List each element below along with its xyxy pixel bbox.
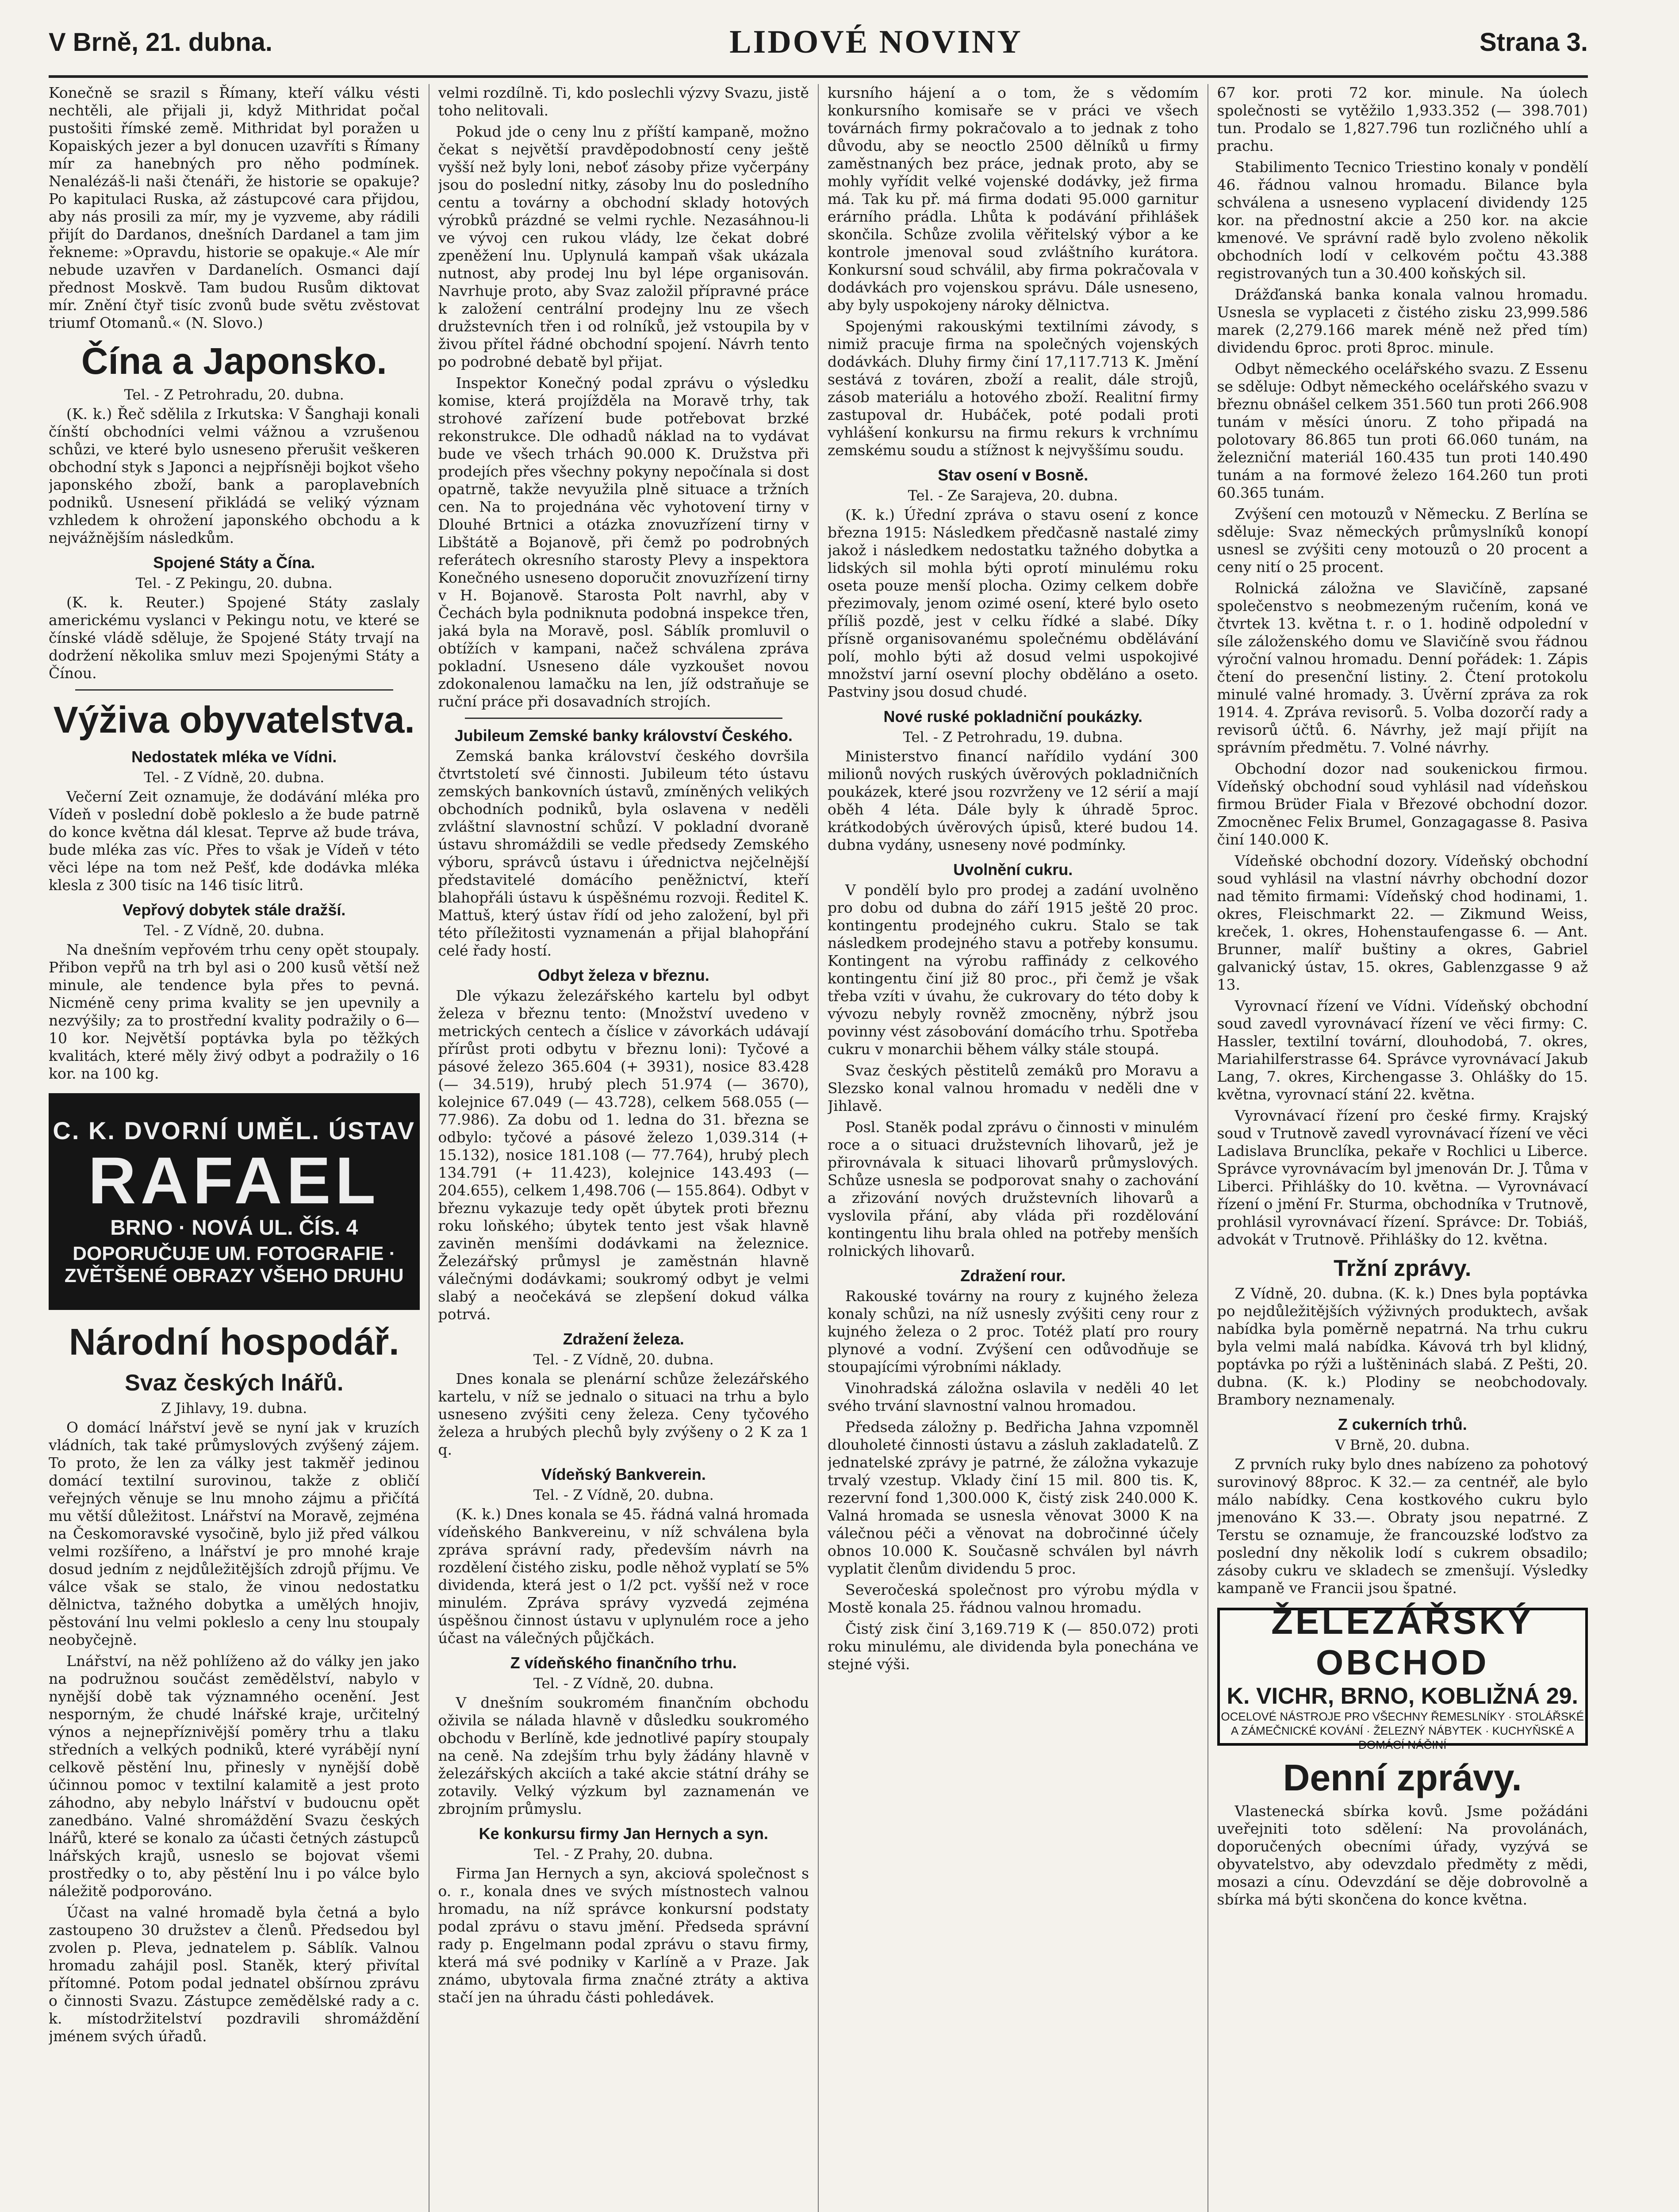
article-text: Spojenými rakouskými textilními závody, s nimiž pracuje firma na společných vojenských dodávkách. Dluhy firmy činí 17,117.713 K. Jmění sestává z továren, zboží a realit, dále strojů, zásob materiálu a hotového zboží. Realitní firmy zastupoval dr. Hubáček, poté podali proti vyhlášení konkursu na firmu rekurs k vrchnímu zemskému soudu a stížnost k nejvyššímu soudu. (828, 318, 1199, 459)
article-text: Obchodní dozor nad soukenickou firmou. Vídeňský obchodní soud vyhlásil nad vídeňskou firmou Brüder Fiala v Březové obchodní dozor. Zmocněnec Felix Brumel, Gonzagagasse 8. Pasiva činí 140.000 K. (1217, 760, 1588, 848)
article-text: Rakouské továrny na roury z kujného železa konaly schůzi, na níž usnesly zvýšiti ceny rour z kujného železa o 2 proc. Totéž platí pro roury plynové a vodní. Zvýšení cen odůvodňuje se stoupajícími výrobními náklady. (828, 1287, 1199, 1375)
advertisement-vichr (1217, 1602, 1588, 1751)
article-text: Vyrovnávací řízení pro české firmy. Krajský soud v Trutnově zavedl vyrovnávací řízení ve věci Ladislava Brunclíka, pekaře v Rochlici u Liberce. Správce vyrovnávacím byl jmenován Dr. J. Tůma v Liberci. Přihlášky do 10. května. — Vyrovnávací řízení o jmění Fr. Sturma, obchodníka v Trutnově, prohlásil vyrovnávací řízení. Správce: Dr. Tobiáš, advokát v Trutnově. Přihlášky do 12. května. (1217, 1107, 1588, 1248)
advertisement-rafael (49, 1093, 420, 1310)
article-text: Odbyt německého ocelářského svazu. Z Essenu se sděluje: Odbyt německého ocelářského svazu v březnu obnášel celkem 351.560 tun proti 266.908 tunám v měsíci únoru. Z toho připadá na polotovary 86.865 tun proti 66.060 tunám, na železniční materiál 160.435 tun proti 140.490 tunám a na formové železo 164.260 tun proti 60.365 tunám. (1217, 360, 1588, 501)
masthead (49, 9, 1588, 78)
headline-veprovy: Vepřový dobytek stále dražší. (123, 901, 346, 919)
headline-uvolneni-cukru: Uvolnění cukru. (953, 860, 1073, 879)
ad-line: ŽELEZÁŘSKÝ OBCHOD (1271, 1602, 1534, 1682)
dateline: Tel. - Z Petrohradu, 19. dubna. (903, 729, 1123, 745)
article-text: Pokud jde o ceny lnu z příští kampaně, možno čekat s největší pravděpodobností ceny ještě vyšší než byly loni, neboť zásoby přize vyčerpány jsou do poslední nitky, zásoby lnu do posledního centu a továrny a obchodní sklady hotových výrobků prázdné se velmi rychle. Nezasáhnou-li ve vývoj cen rukou vlády, lze čekat dobré zpeněžení lnu. Uplynulá kampaň však ukázala nutnost, aby prodej lnu byl lépe organisován. Navrhuje proto, aby Svaz založil přípravné práce k založení centrální prodejny lnu ze všech družstevních třen i od rolníků, jež vstoupila by v živou přítel řádné obchodní spojení. Návrh tento po podrobné debatě byl přijat. (438, 123, 809, 370)
article-text: Lnářství, na něž pohlíženo až do války jen jako na podružnou součást zemědělství, nabylo v nynější době tak významného ocenění. Jest nesporným, že chudé lnářské kraje, určitelný výnos a nejnepříznivější poměry trhu a tlaku středních a velkých podniků, které vyrábějí nyní celkově pěstění lnu, přinesly v nynější době účinnou pomoc v textilní kalamitě a jest proto záhodno, aby nebylo lnářství v budoucnu opět zanedbáno. Valné shromáždění Svazu českých lnářů, které se konalo za účasti četných zástupců lnářských krajů, usneslo se bojovat všemi prostředky o to, aby pěstění lnu i po válce bylo náležitě podporováno. (49, 1652, 420, 1900)
divider (75, 689, 393, 691)
article-text: kursního hájení a o tom, že s vědomím konkursního komisaře se v práci ve všech továrnách firmy pokračovalo a to jednak z toho důvodu, aby se neoctlo 2500 dělníků u firmy zaměstnaných bez práce, jednak proto, aby se mohly vyřídit velké vojenské dodávky, jež firma má. Tak ku př. má firma dodati 95.000 garnitur erárního prádla. Lhůta k podávání přihlášek skončila. Schůze zvolila věřitelský výbor a ke kontrole jmenoval soud zvláštního kurátora. Konkursní soud schválil, aby firma pokračovala v dodávkách pro vojenskou správu. Dále usneseno, aby byly uspokojeny nároky dělnictva. (828, 84, 1199, 314)
article-text: Posl. Staněk podal zprávu o činnosti v minulém roce a o situaci družstevních lihovarů, jež je přirovnávala k situaci lihovarů průmyslových. Schůze usnesla se podporovat snahy o zachování a zřizování nových družstevních lihovarů a vyslovila přání, aby vláda při rozdělování kontingentu lihu brala ohled na potřeby menších rolnických lihovarů. (828, 1118, 1199, 1260)
column-3 (828, 84, 1208, 2212)
newspaper-title: LIDOVÉ NOVINY (729, 23, 1023, 60)
headline-bankverein: Vídeňský Bankverein. (541, 1465, 706, 1483)
article-text: Konečně se srazil s Římany, kteří válku vésti nechtěli, ale přijali ji, když Mithridat počal pustošiti římské země. Mithridat byl poražen u Kopaiských jezer a byl donucen uzavříti s Římany mír za hanebných pro něho podmínek. Nenalézáš-li naši čtenáři, že historie se opakuje? Po kapitulaci Ruska, až zástupcové cara přijdou, aby nás prosili za mír, my je vyzveme, aby rádili přijít do Dardanos, dnešních Dardanel a tam jim řekneme: »Opravdu, historie se opakuje.« Ale mír nebude uzavřen v Dardanelích. Osmanci dají přednost Moskvě. Tam budou Rusům diktovat mír. Znění čtyř tisíc zvonů bude světu zvěstovat triumf Otomanů.« (N. Slovo.) (49, 84, 420, 331)
headline-odbyt-zeleza: Odbyt železa v březnu. (537, 966, 709, 984)
headline-cukerni-trhy: Z cukerních trhů. (1338, 1415, 1467, 1433)
dateline: Tel. - Z Petrohradu, 20. dubna. (124, 386, 344, 403)
headline-financni-trh: Z vídeňského finančního trhu. (510, 1654, 737, 1672)
headline-zdrazeni-zeleza: Zdražení železa. (563, 1330, 684, 1348)
section-heading-vyziva: Výživa obyvatelstva. (53, 699, 415, 741)
section-heading-denni-zpravy: Denní zprávy. (1283, 1757, 1522, 1798)
article-text: V pondělí bylo pro prodej a zadání uvolněno pro dobu od dubna do září 1915 ještě 20 proc. kontingentu prodejného cukru. Stalo se tak následkem prodejného stavu a potřeby konsumu. Kontingent na výrobu raffinády z celkového kontingentu činí již 80 proc., při čemž je však třeba vzíti v úvahu, že cukrovary do této doby k vývozu nebyly rovněž zmocněny, nýbrž jsou povinny vést zásobování domácího trhu. Spotřeba cukru v monarchii během války stále stoupá. (828, 881, 1199, 1058)
dateline: Tel. - Z Vídně, 20. dubna. (144, 922, 325, 939)
column-1 (49, 84, 429, 2212)
issue-date: V Brně, 21. dubna. (49, 27, 272, 57)
section-heading-narodni-hospodar: Národní hospodář. (69, 1321, 399, 1363)
article-text: (K. k.) Řeč sdělila z Irkutska: V Šanghaji konali čínští obchodníci velmi vážnou a vzrušenou schůzi, ve které bylo usneseno přerušit veškeren obchodní styk s Japonci a nejpřísněji bojkot všeho japonského zboží, bank a paroplavebních podniků. Usnesení přikládá se veliký význam vzhledem k ohrožení japonského obchodu a k nejvážnějším následkům. (49, 405, 420, 546)
ad-logo-text: RAFAEL (88, 1143, 380, 1217)
dateline: V Brně, 20. dubna. (1335, 1436, 1470, 1453)
ad-line: K. VICHR, BRNO, KOBLIŽNÁ 29. (1227, 1683, 1578, 1709)
article-lead-pestitele: Svaz českých pěstitelů zemáků pro Moravu a Slezsko konal valnou hromadu v neděli dne v Jihlavě. (828, 1062, 1199, 1114)
headline-poukazky: Nové ruské pokladniční poukázky. (883, 707, 1142, 726)
column-4 (1217, 84, 1588, 2212)
headline-osev-bosna: Stav osení v Bosně. (938, 466, 1089, 484)
article-text: Účast na valné hromadě byla četná a bylo zastoupeno 30 družstev a členů. Předsedou byl zvolen p. Pleva, jednatelem p. Sáblík. Valnou hromadu zahájil posl. Staněk, který přivítal přítomné. Potom podal jednatel obšírnou zprávu o činnosti Svazu. Zástupce zemědělské rady a c. k. místodržitelství pozdravili shromáždění jménem svých úřadů. (49, 1904, 420, 2045)
headline-svaz-lnaru: Svaz českých lnářů. (125, 1370, 344, 1396)
ad-line: DOPORUČUJE UM. FOTOGRAFIE · ZVĚTŠENÉ OBRAZY VŠEHO DRUHU (64, 1243, 404, 1286)
dateline: Tel. - Z Prahy, 20. dubna. (534, 1846, 713, 1863)
article-text: Z prvních ruky bylo dnes nabízeno za pohotový surovinový 88proc. K 32.— za centnéř, ale bylo málo nabídky. Cena kostkového cukru bylo jmenováno K 33.—. Obraty jsou nepatrné. Z Terstu se oznamuje, že francouzské loďstvo za poslední dny několik lodí s cukrem obsadilo; zásoby cukru ve skladech se zmenšují. Výsledky kampaně ve Francii jsou špatné. (1217, 1455, 1588, 1597)
dateline: Tel. - Ze Sarajeva, 20. dubna. (908, 487, 1118, 504)
ad-line: OCELOVÉ NÁSTROJE PRO VŠECHNY ŘEMESLNÍKY · STOLÁŘSKÉ A ZÁMEČNICKÉ KOVÁNÍ · ŽELEZNÝ NÁBYTEK · KUCHYŇSKÉ A DOMÁCÍ NÁČINÍ (1221, 1710, 1584, 1751)
article-text: V dnešním soukromém finančním obchodu oživila se nálada hlavně v důsledku soukromého obchodu v Berlíně, kde jednotlivé papíry stoupaly na ceně. Na zdejším trhu byly žádány hlavně v železářských akciích a také akcie státní dráhy se zotavily. Velký výzkum byl zaznamenán ve zbrojním průmyslu. (438, 1694, 809, 1817)
article-text: Ministerstvo financí nařídilo vydání 300 milionů nových ruských úvěrových pokladničních poukázek, které jsou rozvrženy ve 12 sérií a mají oběh 4 léta. Dále byly k úhradě 5proc. krátkodobých úvěrových úpisů, které budou 14. dubna vydány, usneseny nové podmínky. (828, 748, 1199, 853)
article-text: 67 kor. proti 72 kor. minule. Na úolech společnosti se vytěžilo 1,933.352 (— 398.701) tun. Prodalo se 1,827.796 tun rozličného uhlí a prachu. (1217, 84, 1588, 154)
headline-zdrazeni-rour: Zdražení rour. (960, 1267, 1066, 1285)
column-2 (438, 84, 819, 2212)
article-text: Zemská banka království českého dovršila čtvrtstoletí své činnosti. Jubileum této ústavu zemských bankovních ústavů, zmíněných velikých obchodních podniků, byla oslavena v neděli zvláštní slavnostní schůzí. V pokladní dvoraně ústavu shromáždili se vedle předsedy Zemského výboru, správců ústavu i úřednictva nejčelnější představitelé domácího peněžnictví, kteří blahopřáli ústavu k úspěšnému rozvoji. Ředitel K. Mattuš, který ústav řídí od jeho založení, byl při této příležitosti vyznamenán a přijal blahopřání celé řady hostí. (438, 747, 809, 959)
article-text: Vlastenecká sbírka kovů. Jsme požádáni uveřejniti toto sdělení: Na provolánách, doporučených obecními úřady, vyzývá se obyvatelstvo, aby odevzdalo předměty z mědi, mosazi a cínu. Odevzdání se děje dobrovolně a sbírka má býti skončena do konce května. (1217, 1802, 1588, 1908)
article-text: Inspektor Konečný podal zprávu o výsledku komise, která projížděla na Moravě trhy, tak strohové zařízení bude potřebovat brzké rekonstrukce. Dle odhadů náklad na to vydávat bude ve všech trhách 90.000 K. Družstva při prodejích přes všechny pokyny nepočínala si dost opatrně, takže nevyužila plně situace a tržních cen. Na to projednána věc vyhotovení tirny v Dlouhé Brtnici a otázka znovuzřízení tirny v Libštátě a Bojanově, při čemž po podrobných referátech okresního starosty Plevy a inspektora Konečného usneseno doporučit znovuzřízení tirny v H. Bojanově. Starosta Polt navrhl, aby v Čechách byla podniknuta podobná inspekce třen, jaká byla na Moravě, posl. Sáblík promluvil o obtížích v kampani, načež schválena zpráva pokladní. Usneseno dále vyzkoušet novou zdokonalenou lamačku na len, jíž odstraňuje se ruční práce při dosavadních strojích. (438, 374, 809, 710)
headline-cina-japonsko: Čína a Japonsko. (81, 340, 387, 382)
dateline: Tel. - Z Vídně, 20. dubna. (144, 769, 325, 786)
page-number: Strana 3. (1479, 27, 1588, 57)
article-text: velmi rozdílně. Ti, kdo poslechli výzvy Svazu, jistě toho nelitovali. (438, 84, 809, 119)
section-heading-trzni-zpravy: Tržní zprávy. (1334, 1256, 1472, 1281)
article-text: Zvýšení cen motouzů v Německu. Z Berlína se sděluje: Svaz německých průmyslníků konopí usnesl se zvýšiti ceny motouzů o 20 procent a ceny nití o 25 procent. (1217, 505, 1588, 576)
article-text: Rolnická záložna ve Slavičíně, zapsané společenstvo s neobmezeným ručením, koná ve čtvrtek 13. května t. r. o 1. hodině odpolední v síle záloženského domu ve Slavičíně svou řádnou výroční valnou hromadu. Denní pořádek: 1. Zápis čtení do presenční listiny. 2. Čtení protokolu minulé valné hromady. 3. Úvěrní zpráva za rok 1914. 4. Zpráva revisorů. 5. Volba dozorčí rady a revisorů účtů. 6. Návrhy, jež mají přijít na správním předmětu. 7. Volné návrhy. (1217, 580, 1588, 756)
headline-spojene-staty: Spojené Státy a Čína. (153, 553, 315, 572)
article-text: Předseda záložny p. Bedřicha Jahna vzpomněl dlouholeté činnosti ústavu a zásluh zakladatelů. Z jednatelské zprávy je patrné, že záložna vykazuje trvalý vzestup. Vklady činí 15 mil. 800 tis. K, rezervní fond 1,300.000 K, čistý zisk 240.000 K. Valná hromada se usnesla věnovat 3000 K na válečnou péči a věnovat na dobročinné účely obnos 10.000 K. Současně schválen byl návrh vyplatit členům dividendu 5 proc. (828, 1418, 1199, 1577)
article-text: Drážďanská banka konala valnou hromadu. Usnesla se vyplaceti z čistého zisku 23,999.586 marek (2,279.166 marek méně než před tím) dividendu 6proc. proti 8proc. minule. (1217, 286, 1588, 356)
ad-line: BRNO · NOVÁ UL. ČÍS. 4 (110, 1216, 358, 1240)
article-text: Vídeňské obchodní dozory. Vídeňský obchodní soud vyhlásil na vlastní návrhy obchodní dozor nad těmito firmami: Vídeňský chod hodinami, 1. okres, Fleischmarkt 22. — Zikmund Weiss, kreček, 1. okres, Hohenstaufengasse 6. — Ant. Brunner, malíř buštiny a okres, Gabriel galvanický ústav, 15. okres, Gablenzgasse 9 až 13. (1217, 852, 1588, 993)
dateline: Tel. - Z Vídně, 20. dubna. (533, 1486, 714, 1503)
dateline: Tel. - Z Vídně, 20. dubna. (533, 1675, 714, 1692)
dateline: Z Jihlavy, 19. dubna. (161, 1400, 307, 1417)
article-text: Dnes konala se plenární schůze železářského kartelu, v níž se jednalo o situaci na trhu a bylo usneseno zvýšiti ceny železa. Ceny tyčového železa a hrubých plechů byly zvýšeny o 2 K za 1 q. (438, 1370, 809, 1458)
article-lead-zalozna: Vinohradská záložna oslavila v neděli 40 let svého trvání slavnostní valnou hromadou. (828, 1379, 1199, 1414)
article-text: Z Vídně, 20. dubna. (K. k.) Dnes byla poptávka po nejdůležitějších výživných produktech, avšak nabídka byla poměrně nepatrná. Na trhu cukru byla velmi malá nabídka. Kávová trh byl klidný, poptávka po rýži a luštěninách slabá. Z Pešti, 20. dubna. (K. k.) Plodiny se neobchodovaly. Brambory neznamenaly. (1217, 1285, 1588, 1408)
columns (49, 84, 1588, 2212)
ad-line: C. K. DVORNÍ UMĚL. ÚSTAV (53, 1117, 416, 1144)
article-text: Stabilimento Tecnico Triestino konaly v pondělí 46. řádnou valnou hromadu. Bilance byla schválena a usneseno vyplacení dividendy 125 kor. na přednostní akcie a 250 kor. na akcie kmenové. Ve správní radě bylo zvoleno několik obchodních lodí v celkovém počtu 43.388 registrovaných tun a 30.400 koňských sil. (1217, 158, 1588, 282)
headline-konkurs: Ke konkursu firmy Jan Hernych a syn. (479, 1824, 768, 1843)
article-text: Na dnešním vepřovém trhu ceny opět stoupaly. Přibon vepřů na trh byl asi o 200 kusů větší než minule, ale tendence byla přes to pevná. Nicméně ceny prima kvality se jen upevnily a nezvýšily; za to prostřední kvality podražily o 6—10 kor. Největší poptávka byla po těžkých kvalitách, které měly živý odbyt a podražily o 16 kor. na 100 kg. (49, 941, 420, 1082)
article-text: Dle výkazu železářského kartelu byl odbyt železa v březnu tento: (Množství uvedeno v metrických centech a číslice v závorkách udávají přírůst proti odbytu v březnu loni): Tyčové a pásové železo 365.604 (+ 3931), nosice 83.428 (— 34.519), hrubý plech 51.974 (— 3670), kolejnice 67.049 (— 43.728), celkem 568.055 (— 77.986). Za dobu od 1. ledna do 31. března se odbylo: tyčové a pásové železo 1,039.314 (+ 15.132), nosice 181.108 (— 77.764), hrubý plech 134.791 (+ 11.423), kolejnice 143.493 (— 204.655), celkem 1,498.706 (— 155.864). Odbyt v březnu vykazuje tedy opět úbytek proti březnu roku loňského; úbytek tento jest však hlavně zaviněn menšími dodávkami na železnice. Železářský průmysl je zaměstnán hlavně válečnými dodávkami; soukromý odbyt je velmi slabý a neočekává se zlepšení dokud válka potrvá. (438, 987, 809, 1323)
headline-jubileum: Jubileum Zemské banky království Českého. (454, 726, 793, 745)
divider (465, 718, 783, 719)
article-lead-severoceska: Severočeská společnost pro výrobu mýdla v Mostě konala 25. řádnou valnou hromadu. (828, 1581, 1199, 1616)
dateline: Tel. - Z Pekingu, 20. dubna. (135, 575, 333, 591)
article-text: Firma Jan Hernych a syn, akciová společnost s o. r., konala dnes ve svých místnostech valnou hromadu, na níž správce konkursní podstaty podal zprávu o stavu jmění. Předseda správní rady p. Engelmann podal zprávu o stavu firmy, která má své podniky v Karlíně a v Praze. Jak známo, ubytovala firma značné ztráty a aktiva stačí jen na úhradu části pohledávek. (438, 1865, 809, 2006)
article-text: Vyrovnací řízení ve Vídni. Vídeňský obchodní soud zavedl vyrovnávací řízení ve věci firmy: C. Hassler, textilní tovární, dlouhodobá, 7. okres, Mariahilferstrasse 64. Správce vyrovnávací Jakub Lang, 7. okres, Kirchengasse 3. Ohlášky do 15. května, vyrovnací stání 22. května. (1217, 997, 1588, 1103)
dateline: Tel. - Z Vídně, 20. dubna. (533, 1351, 714, 1368)
headline-mleko: Nedostatek mléka ve Vídni. (131, 748, 337, 766)
article-text: (K. k.) Dnes konala se 45. řádná valná hromada vídeňského Bankvereinu, v níž schválena byla zpráva správní rady, především návrh na rozdělení čistého zisku, podle něhož vyplatí se 5% dividenda, která jest o 1/2 pct. vyšší než v roce minulém. Zpráva správy vyzvedá zejména úspěšnou činnost ústavu v uplynulém roce a jeho účast na válečných půjčkách. (438, 1505, 809, 1647)
article-text: (K. k. Reuter.) Spojené Státy zaslaly americkému vyslanci v Pekingu notu, ve které se čínské vládě sděluje, že Spojené Státy trvají na dodržení několika smluv mezi Spojenými Státy a Čínou. (49, 594, 420, 682)
article-text: Večerní Zeit oznamuje, že dodávání mléka pro Vídeň v poslední době pokleslo a že bude patrně do konce května dál klesat. Teprve až bude tráva, bude mléka zas víc. Přes to však je Vídeň v této věci lépe na tom než Pešť, kde dodávka mléka klesla z 300 tisíc na 146 tisíc litrů. (49, 788, 420, 894)
article-text: (K. k.) Úřední zpráva o stavu osení z konce března 1915: Následkem předčasně nastalé zimy jakož i následkem nedostatku tažného dobytka a lidských sil mohla býti oprotí minulému roku oseta pouze menší plocha. Ozimy celkem dobře přezimovaly, jenom ozimé osení, které bylo oseto příliš pozdě, jest v celku řídké a slabé. Díky přísně organisovanému společnému obdělávání polí, mohlo býti až dosud velmi uspokojivé množství jarní osevní plochy obděláno a oseto. Pastviny jsou dosud chudé. (828, 506, 1199, 700)
article-text: Čistý zisk činí 3,169.719 K (— 850.072) proti roku minulému, ale dividenda byla ponechána ve stejné výši. (828, 1620, 1199, 1673)
article-text: O domácí lnářství jevě se nyní jak v kruzích vládních, tak také průmyslových zvýšený zájem. To proto, že len za války jest takměř jedinou domácí textilní surovinou, takže z obličí veřejných věnuje se lnu mnoho zájmu a přičítá mu větší důležitost. Lnářství na Moravě, zejména na Českomoravské vysočině, bylo již před válkou velmi rozšířeno, a lnářství je pro mnohé kraje dosud jedním z nejdůležitějších zdrojů příjmu. Ve válce však se stalo, že vinou nedostatku dělnictva, tažného dobytka a umělých hnojiv, pěstování lnu velmi pokleslo a ceny lnu stoupaly neobyčejně. (49, 1419, 420, 1648)
